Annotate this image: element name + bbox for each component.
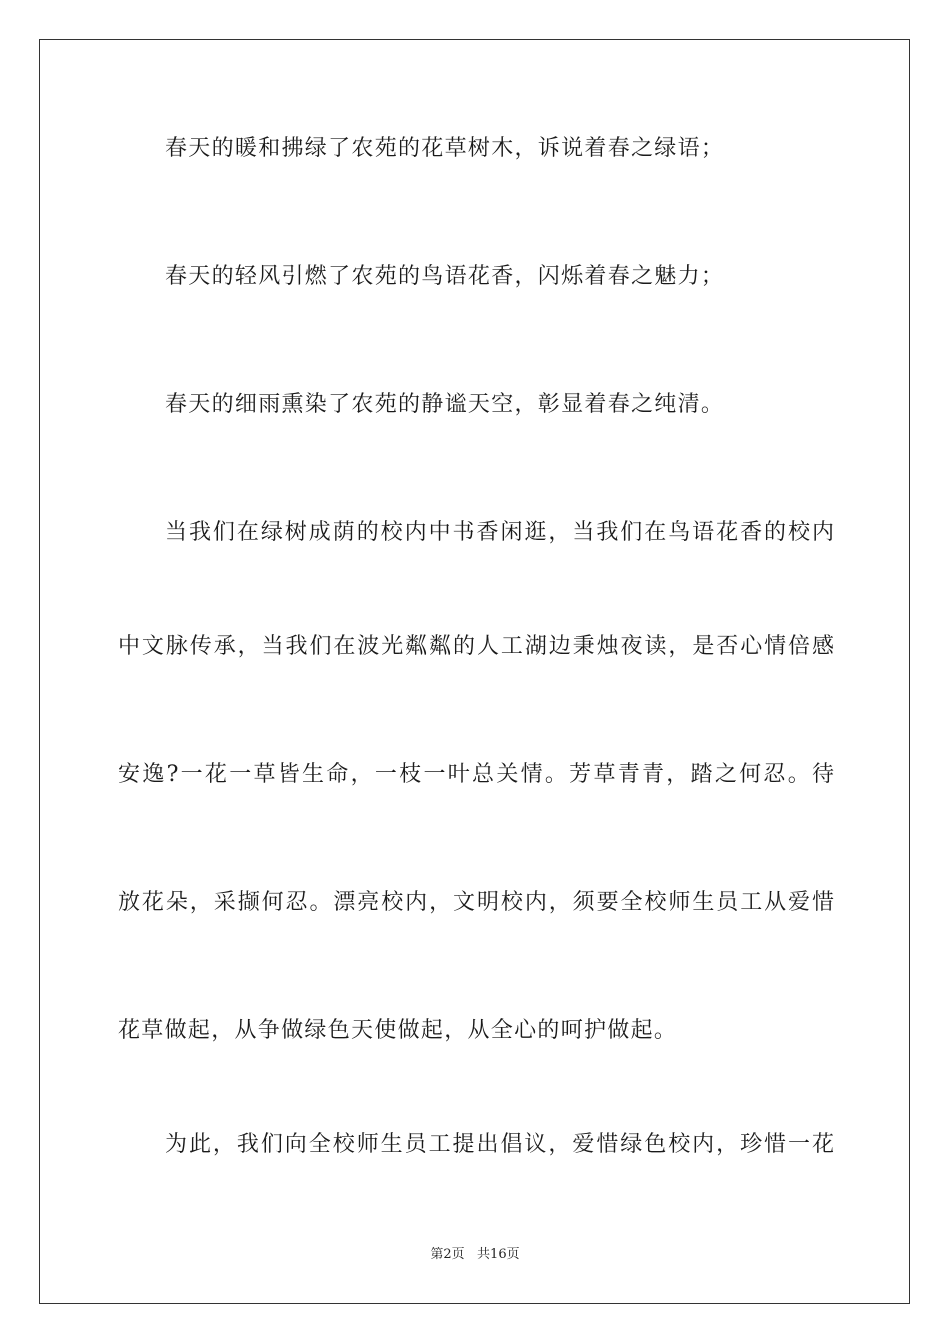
- paragraph-line: 中文脉传承，当我们在波光粼粼的人工湖边秉烛夜读，是否心情倍感: [118, 634, 834, 659]
- page-border: [39, 39, 910, 1304]
- paragraph-line: 春天的轻风引燃了农苑的鸟语花香，闪烁着春之魅力；: [165, 264, 725, 289]
- page-number-footer: 第2页 共16页: [430, 1247, 520, 1262]
- paragraph-line: 春天的细雨熏染了农苑的静谧天空，彰显着春之纯清。: [165, 392, 725, 417]
- paragraph-line: 安逸?一花一草皆生命，一枝一叶总关情。芳草青青，踏之何忍。待: [118, 762, 834, 787]
- paragraph-line: 为此，我们向全校师生员工提出倡议，爱惜绿色校内，珍惜一花: [165, 1132, 834, 1157]
- paragraph-line: 春天的暖和拂绿了农苑的花草树木，诉说着春之绿语；: [165, 136, 725, 161]
- paragraph-line: 放花朵，采撷何忍。漂亮校内，文明校内，须要全校师生员工从爱惜: [118, 890, 834, 915]
- paragraph-line: 当我们在绿树成荫的校内中书香闲逛，当我们在鸟语花香的校内: [165, 520, 834, 545]
- paragraph-line: 花草做起，从争做绿色天使做起，从全心的呵护做起。: [118, 1018, 678, 1043]
